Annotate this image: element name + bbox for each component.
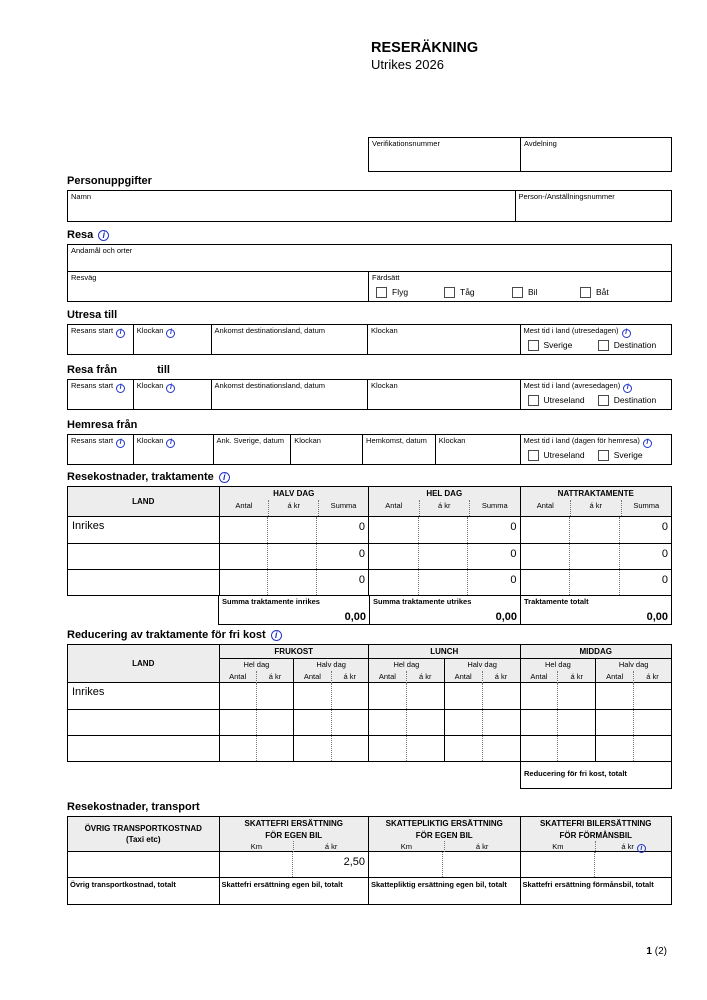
checkbox-destination[interactable]: [598, 340, 609, 351]
checkbox-destination[interactable]: [598, 395, 609, 406]
ovrig-transport-field[interactable]: [68, 852, 219, 877]
resvag-label: Resväg: [71, 273, 97, 282]
reducering-heading: Reducering av traktamente för fri kosti: [67, 628, 672, 642]
section-resa-fran: [67, 363, 672, 410]
checkbox-bat[interactable]: [580, 287, 591, 298]
table-row: [68, 709, 671, 735]
namn-field[interactable]: [68, 191, 515, 221]
resafran-klockan2-field[interactable]: Klockan: [367, 380, 519, 409]
section-transport: [67, 800, 672, 905]
resa-heading: Resai: [67, 228, 672, 242]
checkbox-sverige[interactable]: [598, 450, 609, 461]
option-sverige: Sverige: [598, 449, 668, 461]
info-icon[interactable]: [98, 230, 109, 241]
hemresa-mest-tid-field: Mest tid i land (dagen för hemresa)i Utreseland Sverige: [520, 435, 671, 464]
avdelning-label: Avdelning: [524, 139, 557, 148]
info-icon[interactable]: [643, 439, 652, 448]
checkbox-sverige[interactable]: [528, 340, 539, 351]
col-header-land: LAND: [132, 659, 155, 668]
info-icon[interactable]: [271, 630, 282, 641]
section-reducering: [67, 628, 672, 789]
table-row: Inrikes 0 0 0: [68, 517, 671, 543]
hemresa-ank-sverige-field[interactable]: Ank. Sverige, datum: [213, 435, 291, 464]
verifikationsnummer-field[interactable]: [369, 138, 520, 171]
utresa-mest-tid-field: Mest tid i land (utresedagen)i Sverige Destination: [520, 325, 671, 354]
col-group-nattraktamente: NATTRAKTAMENTE Antal á kr Summa: [520, 487, 672, 516]
info-icon[interactable]: [219, 472, 230, 483]
info-icon[interactable]: [166, 384, 175, 393]
section-resa: [67, 228, 672, 302]
traktamente-totalt: Traktamente totalt 0,00: [520, 596, 671, 624]
avdelning-field[interactable]: [520, 138, 671, 171]
form-title-block: [371, 40, 478, 73]
table-row: 0 0 0: [68, 543, 671, 569]
table-row: 0 0 0: [68, 569, 671, 595]
reducering-total-row: [67, 761, 672, 789]
traktamente-heading: Resekostnader, traktamentei: [67, 470, 672, 484]
fardsatt-field: [368, 272, 671, 301]
skattefri-formansbil-total[interactable]: Skattefri ersättning förmånsbil, totalt: [520, 878, 672, 904]
form-subtitle: Utrikes 2026: [371, 57, 444, 72]
option-destination: Destination: [598, 339, 668, 351]
personnummer-label: Person-/Anställningsnummer: [518, 192, 615, 201]
info-icon[interactable]: [623, 384, 632, 393]
info-icon[interactable]: [166, 439, 175, 448]
info-icon[interactable]: [116, 384, 125, 393]
checkbox-bil[interactable]: [512, 287, 523, 298]
cell-land[interactable]: [68, 544, 219, 569]
col-group-frukost: FRUKOST Hel dag Antal á kr Halv dag Antal á kr: [219, 645, 369, 682]
personuppgifter-heading: Personuppgifter: [67, 175, 152, 187]
table-row: [68, 683, 671, 709]
info-icon[interactable]: [166, 329, 175, 338]
transport-data-row: 2,50: [68, 852, 671, 877]
summa-inrikes: Summa traktamente inrikes 0,00: [222, 597, 366, 623]
andamal-field[interactable]: [68, 245, 671, 271]
checkbox-flyg[interactable]: [376, 287, 387, 298]
section-hemresa: [67, 418, 672, 465]
verification-box: [368, 137, 672, 172]
col-group-halv-dag: HALV DAG Antal á kr Summa: [219, 487, 369, 516]
section-personuppgifter: [67, 174, 672, 222]
resafran-mest-tid-options: [524, 394, 668, 406]
section-traktamente: [67, 470, 672, 625]
option-destination: Destination: [598, 394, 668, 406]
skattepliktig-egen-bil-total[interactable]: Skattepliktig ersättning egen bil, totalt: [368, 878, 520, 904]
col-group-lunch: LUNCH Hel dag Antal á kr Halv dag Antal á kr: [368, 645, 520, 682]
utresa-resans-start-field[interactable]: Resans start i: [68, 325, 133, 354]
checkbox-utreseland[interactable]: [528, 450, 539, 461]
resafran-resans-start-field[interactable]: Resans start i: [68, 380, 133, 409]
transport-totals-row: [68, 877, 671, 904]
cell-land[interactable]: [68, 736, 219, 761]
table-row: [68, 735, 671, 761]
utresa-mest-tid-options: [524, 339, 668, 351]
reducering-total-field[interactable]: Reducering för fri kost, totalt: [520, 761, 672, 789]
cell-land[interactable]: Inrikes: [72, 686, 105, 698]
info-icon[interactable]: [622, 329, 631, 338]
summa-utrikes: Summa traktamente utrikes 0,00: [369, 596, 520, 624]
col-group-hel-dag: HEL DAG Antal á kr Summa: [368, 487, 520, 516]
hemresa-klockan2-field[interactable]: Klockan: [290, 435, 362, 464]
resafran-klockan1-field[interactable]: Klockan i: [133, 380, 211, 409]
hemresa-resans-start-field[interactable]: Resans start i: [68, 435, 133, 464]
hemresa-klockan3-field[interactable]: Klockan: [435, 435, 520, 464]
utresa-heading: Utresa till: [67, 309, 118, 321]
col-group-middag: MIDDAG Hel dag Antal á kr Halv dag Antal á kr: [520, 645, 672, 682]
section-utresa: [67, 308, 672, 355]
fardsatt-label: Färdsätt: [372, 273, 400, 282]
utresa-ankomst-field[interactable]: Ankomst destinationsland, datum: [211, 325, 367, 354]
col-header-ovrig-transport: ÖVRIG TRANSPORTKOSTNAD (Taxi etc): [84, 824, 202, 844]
ovrig-transport-total[interactable]: Övrig transportkostnad, totalt: [70, 880, 176, 889]
col-group-skattefri-formansbil: SKATTEFRI BILERSÄTTNING FÖR FÖRMÅNSBIL Km á kri: [520, 817, 672, 851]
col-group-skattepliktig-egen-bil: SKATTEPLIKTIG ERSÄTTNING FÖR EGEN BIL Km á kr: [368, 817, 520, 851]
resa-fran-heading: Resa från till: [67, 364, 170, 376]
hemresa-klockan1-field[interactable]: Klockan i: [133, 435, 213, 464]
option-utreseland: Utreseland: [528, 394, 598, 406]
utresa-klockan2-field[interactable]: Klockan: [367, 325, 519, 354]
checkbox-utreseland[interactable]: [528, 395, 539, 406]
form-title: RESERÄKNING: [371, 40, 479, 56]
skattefri-egen-bil-total[interactable]: Skattefri ersättning egen bil, totalt: [219, 878, 369, 904]
checkbox-tag[interactable]: [444, 287, 455, 298]
fardsatt-options: [372, 286, 668, 298]
utresa-klockan1-field[interactable]: Klockan i: [133, 325, 211, 354]
hemresa-mest-tid-options: [524, 449, 668, 461]
resvag-field[interactable]: [68, 272, 368, 301]
option-bil: Bil: [512, 286, 580, 298]
option-tag: Tåg: [444, 286, 512, 298]
cell-land[interactable]: Inrikes: [72, 520, 105, 532]
resafran-mest-tid-field: Mest tid i land (avresedagen)i Utreseland Destination: [520, 380, 671, 409]
transport-heading: Resekostnader, transport: [67, 801, 200, 813]
cell-land[interactable]: [68, 710, 219, 735]
option-flyg: Flyg: [376, 286, 444, 298]
col-group-skattefri-egen-bil: SKATTEFRI ERSÄTTNING FÖR EGEN BIL Km á kr: [219, 817, 369, 851]
reducering-table: [67, 644, 672, 762]
resafran-ankomst-field[interactable]: Ankomst destinationsland, datum: [211, 380, 367, 409]
personnummer-field[interactable]: [515, 191, 672, 221]
traktamente-table: [67, 486, 672, 596]
namn-label: Namn: [71, 192, 92, 201]
option-bat: Båt: [580, 286, 648, 298]
option-utreseland: Utreseland: [528, 449, 598, 461]
traktamente-summary-row: [67, 595, 672, 625]
hemresa-heading: Hemresa från: [67, 419, 138, 431]
col-header-land: LAND: [132, 497, 155, 506]
info-icon[interactable]: [116, 439, 125, 448]
cell-land[interactable]: [68, 570, 219, 595]
page-number: 1 (2): [646, 946, 667, 957]
info-icon[interactable]: [116, 329, 125, 338]
andamal-label: Andamål och orter: [71, 246, 133, 255]
transport-table: [67, 816, 672, 905]
option-sverige: Sverige: [528, 339, 598, 351]
hemresa-hemkomst-field[interactable]: Hemkomst, datum: [362, 435, 435, 464]
verifikationsnummer-label: Verifikationsnummer: [372, 139, 440, 148]
